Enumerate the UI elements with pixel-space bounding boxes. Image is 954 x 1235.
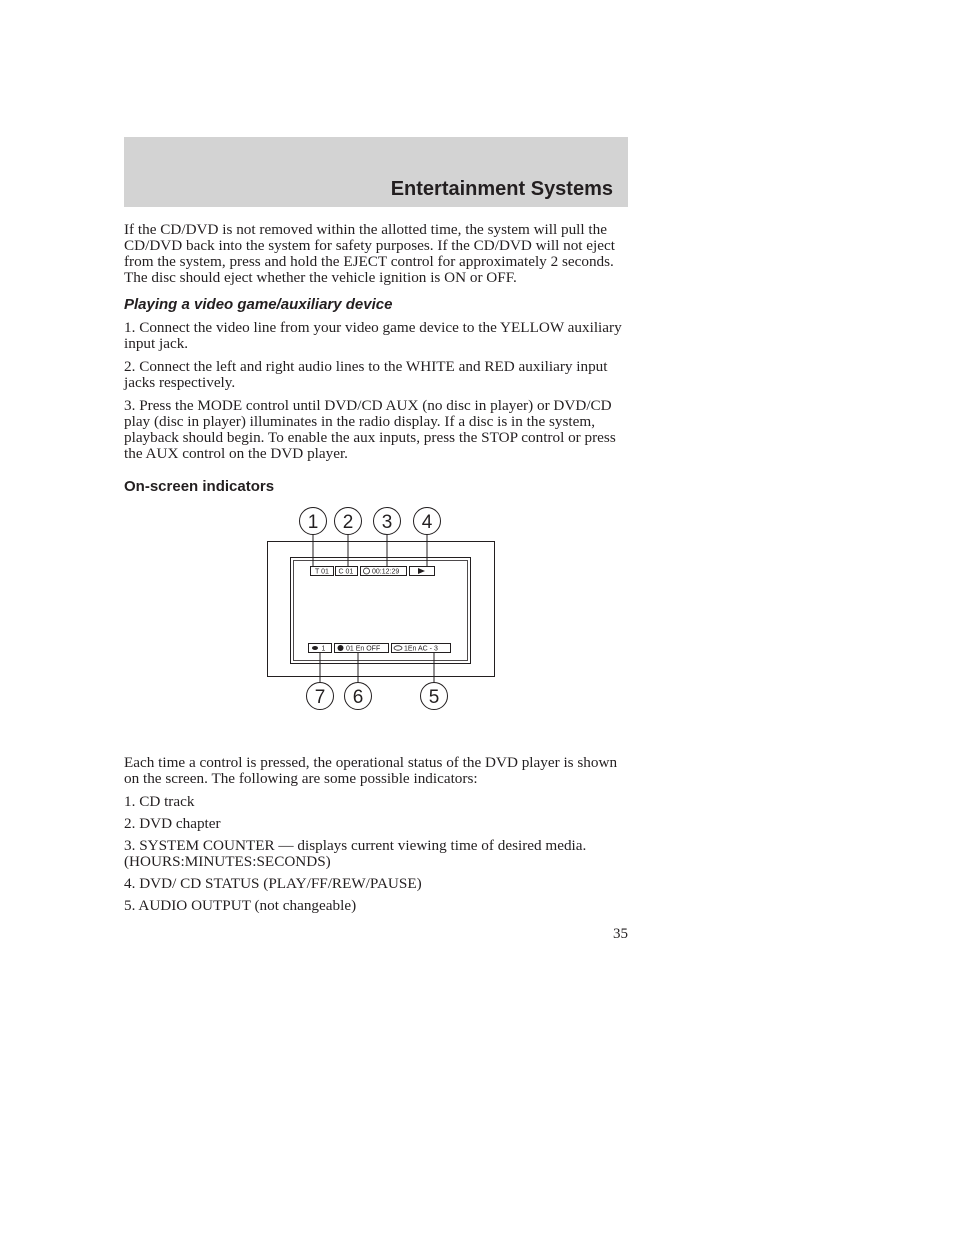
- callout-6-label: 6: [352, 687, 364, 708]
- list-item: 4. DVD/ CD STATUS (PLAY/FF/REW/PAUSE): [124, 875, 422, 892]
- audio-channel-box: [309, 644, 332, 653]
- audio-output-indicator: 1En AC - 3: [404, 645, 438, 653]
- counter-indicator: 00:12:29: [372, 568, 400, 576]
- subtitle-indicator: 01 En OFF: [346, 645, 381, 653]
- audio-channel-indicator: 1: [321, 645, 326, 653]
- track-indicator: T 01: [315, 568, 329, 576]
- osd-diagram-svg: [124, 501, 630, 745]
- list-item: 3. SYSTEM COUNTER — displays current viewing time of desired media. (HOURS:MINUTES:SECONDS): [124, 837, 587, 870]
- chapter-indicator: C 01: [338, 568, 354, 576]
- callout-1-label: 1: [307, 512, 319, 533]
- indicators-heading: On-screen indicators: [124, 478, 275, 495]
- list-item: 1. CD track: [124, 793, 195, 810]
- indicators-list: [124, 794, 630, 914]
- callout-7-label: 7: [314, 687, 326, 708]
- callout-3-label: 3: [381, 512, 393, 533]
- video-game-step-1: 1. Connect the video line from your video game device to the YELLOW auxiliary input jack.: [124, 319, 622, 352]
- callout-2-label: 2: [342, 512, 354, 533]
- on-screen-indicators-diagram: [124, 501, 630, 745]
- video-game-step-2: 2. Connect the left and right audio lines to the WHITE and RED auxiliary input jacks respectively.: [124, 358, 608, 391]
- callout-circles: [300, 508, 448, 710]
- audio-channel-icon: [312, 646, 318, 650]
- intro-paragraph: If the CD/DVD is not removed within the allotted time, the system will pull the CD/DVD back into the system for safety purposes. If the CD/DVD will not eject from the system, press and hold the EJECT control for approximately 2 seconds. The disc should eject whether the vehicle ignition is ON or OFF.: [124, 221, 615, 286]
- page-content: [124, 222, 630, 920]
- list-item: 2. DVD chapter: [124, 815, 221, 832]
- list-item: 5. AUDIO OUTPUT (not changeable): [124, 897, 357, 914]
- header-band: [124, 137, 628, 207]
- section-title: Entertainment Systems: [390, 178, 613, 200]
- video-game-step-3: 3. Press the MODE control until DVD/CD AUX (no disc in player) or DVD/CD play (disc in player) illuminates in the radio display. If a disc is in the system, playback should begin. To enable the aux inputs, press the STOP control or press the AUX control on the DVD player.: [124, 397, 616, 462]
- callout-4-label: 4: [421, 512, 433, 533]
- video-game-heading: Playing a video game/auxiliary device: [124, 296, 393, 313]
- display-outer-frame: [268, 542, 495, 677]
- subtitle-icon: [338, 645, 344, 651]
- indicators-description: Each time a control is pressed, the operational status of the DVD player is shown on the screen. The following are some possible indicators:: [124, 754, 618, 787]
- callout-5-label: 5: [428, 687, 440, 708]
- page-number: 35: [613, 926, 628, 942]
